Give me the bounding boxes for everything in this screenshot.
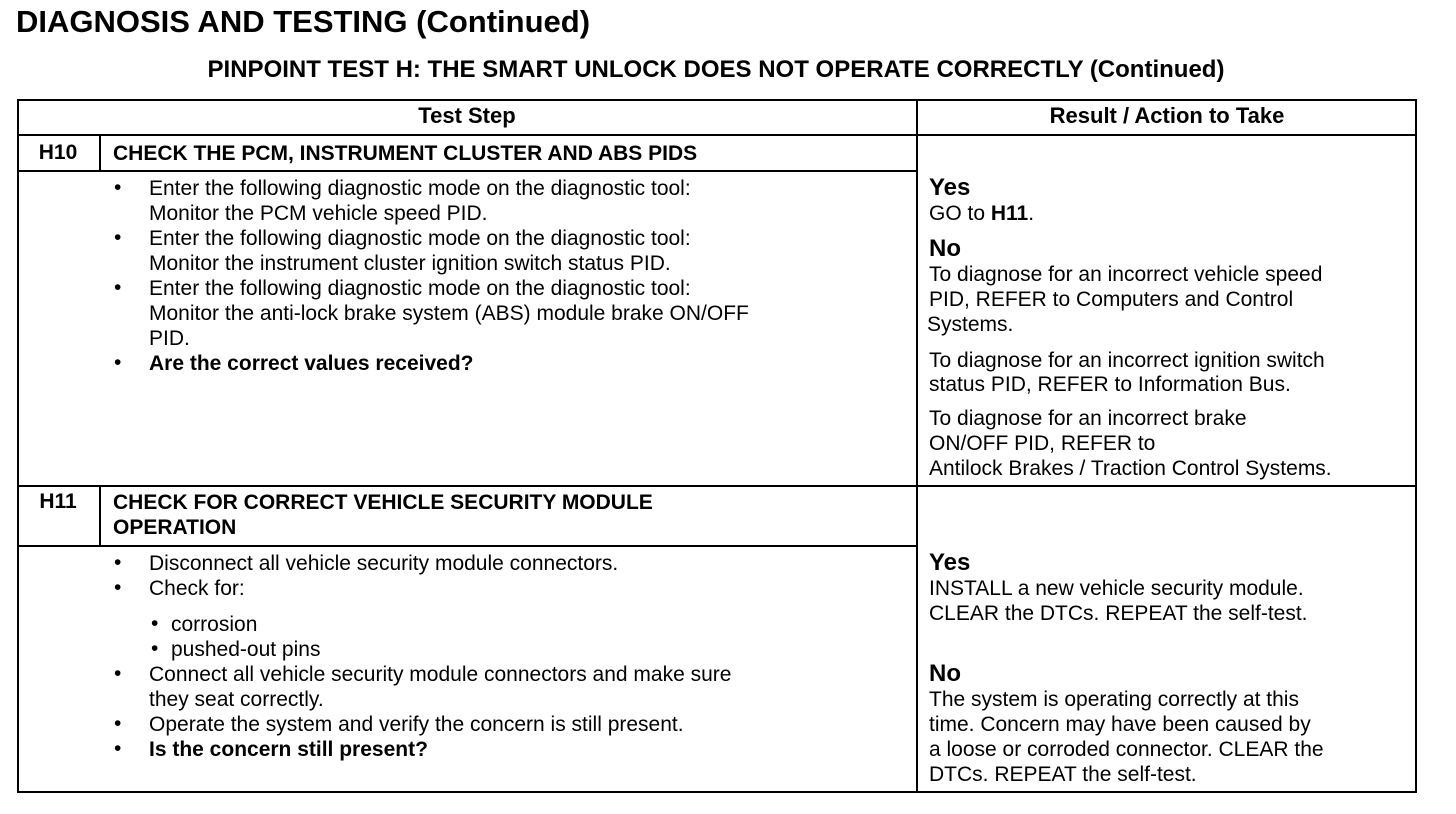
h10-no-line: Systems. (927, 313, 1014, 336)
h10-no-line: To diagnose for an incorrect vehicle speed (929, 263, 1323, 286)
h10-no-line: To diagnose for an incorrect brake (929, 407, 1247, 430)
h11-step-line: they seat correctly. (149, 688, 324, 711)
h10-yes-action: GO to H11. (929, 202, 1035, 225)
h11-sub-item: corrosion (171, 613, 258, 636)
h11-no-line: The system is operating correctly at this (929, 688, 1299, 711)
h10-no-line: To diagnose for an incorrect ignition switch (929, 349, 1325, 372)
sub-bullet-dot: • (151, 612, 159, 635)
h10-step-line: Monitor the PCM vehicle speed PID. (149, 202, 488, 225)
page-title: DIAGNOSIS AND TESTING (Continued) (16, 4, 591, 39)
h11-sub-item: pushed-out pins (171, 638, 321, 661)
bullet-dot: • (114, 351, 122, 374)
bullet-dot: • (114, 662, 122, 685)
h11-step-line: Connect all vehicle security module connectors and make sure (149, 663, 732, 686)
h10-yes-label: Yes (929, 174, 971, 201)
h10-no-line: Antilock Brakes / Traction Control Systems. (929, 457, 1332, 480)
step-title-h10: CHECK THE PCM, INSTRUMENT CLUSTER AND ABS PIDS (113, 142, 698, 165)
bullet-dot: • (114, 737, 122, 760)
h10-no-line: PID, REFER to Computers and Control (929, 288, 1294, 311)
column-header-result: Result / Action to Take (1049, 103, 1285, 128)
h10-step-line: Enter the following diagnostic mode on the diagnostic tool: (149, 277, 691, 300)
h10-step-line: Enter the following diagnostic mode on the diagnostic tool: (149, 227, 691, 250)
column-divider (916, 99, 918, 793)
h11-no-label: No (929, 660, 961, 687)
h10-no-line: status PID, REFER to Information Bus. (929, 373, 1291, 396)
h11-no-line: time. Concern may have been caused by (929, 713, 1311, 736)
h10-no-label: No (929, 235, 961, 262)
h10-step-line: Monitor the instrument cluster ignition switch status PID. (149, 252, 671, 275)
h10-no-line: ON/OFF PID, REFER to (929, 432, 1156, 455)
header-divider (17, 134, 1417, 136)
h11-link: H11 (990, 202, 1029, 225)
h11-step-line: Disconnect all vehicle security module connectors. (149, 552, 619, 575)
bullet-dot: • (114, 576, 122, 599)
h11-yes-line: INSTALL a new vehicle security module. (929, 577, 1304, 600)
h11-no-line: a loose or corroded connector. CLEAR the (929, 738, 1324, 761)
h11-id-divider (99, 485, 101, 546)
sub-bullet-dot: • (151, 637, 159, 660)
step-id-h10: H10 (38, 141, 78, 164)
h11-step-line: Operate the system and verify the concern is still present. (149, 713, 684, 736)
test-subtitle: PINPOINT TEST H: THE SMART UNLOCK DOES NOT OPERATE CORRECTLY (Continued) (207, 56, 1225, 83)
step-title-h11: CHECK FOR CORRECT VEHICLE SECURITY MODULE OPERATION (113, 491, 653, 539)
h11-no-line: DTCs. REPEAT the self-test. (929, 763, 1197, 786)
h11-title-divider (17, 545, 917, 547)
h10-id-divider (99, 134, 101, 170)
bullet-dot: • (114, 226, 122, 249)
h10-step-line: PID. (149, 327, 190, 350)
h11-yes-line: CLEAR the DTCs. REPEAT the self-test. (929, 602, 1308, 625)
bullet-dot: • (114, 276, 122, 299)
step-id-h11: H11 (39, 490, 77, 513)
h11-step-line: Check for: (149, 577, 245, 600)
bullet-dot: • (114, 551, 122, 574)
h10-step-line: Enter the following diagnostic mode on the diagnostic tool: (149, 177, 691, 200)
h10-step-line: Monitor the anti-lock brake system (ABS) module brake ON/OFF (149, 302, 749, 325)
h10-question: Are the correct values received? (149, 352, 474, 375)
h11-yes-label: Yes (929, 549, 971, 576)
h10-title-divider (17, 170, 917, 172)
column-header-test-step: Test Step (418, 103, 516, 128)
h10-h11-divider (17, 485, 1417, 487)
bullet-dot: • (114, 712, 122, 735)
bullet-dot: • (114, 176, 122, 199)
h11-question: Is the concern still present? (149, 738, 428, 761)
